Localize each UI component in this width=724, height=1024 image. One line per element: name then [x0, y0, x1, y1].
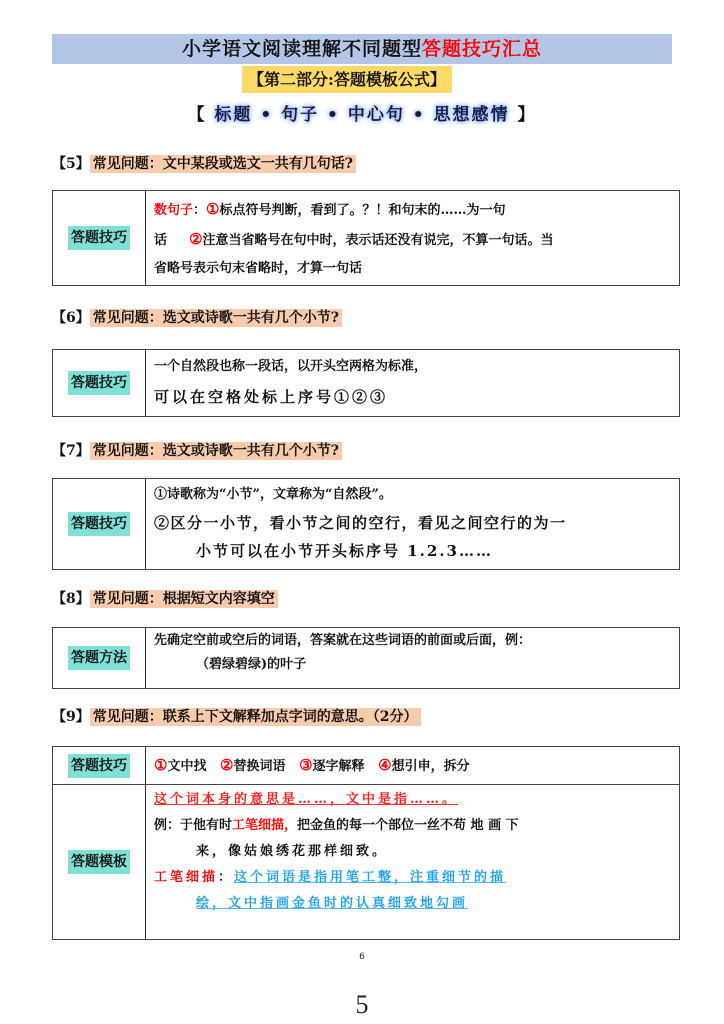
- term-red: 工笔细描: [154, 870, 219, 885]
- answer-table-9: [52, 746, 680, 940]
- bracket-open: 【: [187, 105, 207, 125]
- content-line: ①诗歌称为“小节”，文章称为“自然段”。: [154, 487, 392, 502]
- document-title: [52, 34, 672, 64]
- keywords-banner: [0, 100, 724, 130]
- colon: ：: [193, 203, 207, 218]
- question-7-heading: [52, 440, 342, 462]
- content-line: ②区分一小节，看小节之间的空行，看见之间空行的为一: [154, 514, 567, 532]
- answer-label: 答题技巧: [68, 371, 130, 395]
- page-number-small: 6: [359, 952, 365, 962]
- answer-label: 答题技巧: [68, 226, 130, 250]
- answer-box-7: [52, 478, 680, 570]
- definition-line: [154, 865, 671, 891]
- tip-text: 文中找: [167, 759, 207, 774]
- answer-box-8: [52, 627, 680, 689]
- label-cell: [53, 350, 146, 416]
- definition-text: 这个词语是指用笔工整，注重细节的描: [234, 870, 507, 885]
- circled-number: ①: [206, 200, 220, 218]
- answer-label: 答题技巧: [68, 512, 130, 536]
- label-cell: [53, 628, 146, 688]
- question-number: 【7】: [52, 443, 90, 459]
- answer-label: 答题技巧: [68, 754, 130, 778]
- page-number-large: 5: [355, 990, 369, 1019]
- answer-content: [146, 628, 679, 688]
- content-line: [154, 195, 671, 225]
- circled-number: ④: [378, 756, 392, 774]
- circled-number: ②: [220, 756, 234, 774]
- content-line: 先确定空前或空后的词语，答案就在这些词语的前面或后面，例：: [154, 633, 532, 648]
- keywords-text: 标题 • 句子 • 中心句 • 思想感情: [214, 105, 510, 125]
- answer-box-5: [52, 190, 680, 286]
- answer-content: [146, 191, 679, 285]
- content-text: 话: [154, 233, 181, 248]
- content-line: 一个自然段也称一段话，以开头空两格为标准，: [154, 359, 428, 374]
- question-text: 常见问题：联系上下文解释加点字词的意思。（2分）: [90, 708, 421, 726]
- example-line: 来，像姑娘绣花那样细致。: [196, 844, 389, 859]
- content-line: 小节可以在小节开头标序号 1.2.3……: [196, 542, 493, 560]
- question-8-heading: [52, 588, 278, 610]
- question-number: 【5】: [52, 156, 90, 172]
- tip-text: 逐字解释: [312, 759, 365, 774]
- section-subtitle: 【第二部分:答题模板公式】: [242, 66, 452, 93]
- tip-text: 想引申，拆分: [391, 759, 470, 774]
- question-5-heading: [52, 153, 356, 175]
- label-cell: [53, 747, 146, 784]
- question-number: 【8】: [52, 591, 90, 607]
- tips-content: [146, 747, 679, 784]
- template-sentence: 这个词本身的意思是……，文中是指……。: [154, 792, 459, 807]
- label-cell: [53, 191, 146, 285]
- circled-number: ①: [154, 756, 168, 774]
- bracket-close: 】: [517, 105, 537, 125]
- answer-content: [146, 350, 679, 416]
- question-6-heading: [52, 307, 342, 329]
- tips-row: [53, 747, 679, 784]
- colon: ：: [218, 870, 235, 885]
- content-text: 注意当省略号在句中时，表示话还没有说完，不算一句话。当: [202, 233, 554, 248]
- answer-label: 答题模板: [68, 850, 130, 874]
- question-number: 【6】: [52, 310, 90, 326]
- answer-label: 答题方法: [68, 646, 130, 670]
- question-text: 常见问题：根据短文内容填空: [90, 590, 278, 608]
- answer-box-6: [52, 349, 680, 417]
- question-text: 常见问题：选文或诗歌一共有几个小节?: [90, 309, 342, 327]
- example-line: [154, 813, 671, 839]
- circled-number: ②: [189, 230, 203, 248]
- circled-number: ③: [299, 756, 313, 774]
- tip-text: 替换词语: [233, 759, 286, 774]
- content-text: 例：于他有时: [154, 818, 233, 833]
- content-line: （碧绿碧绿)的叶子: [196, 657, 307, 672]
- question-text: 常见问题：文中某段或选文一共有几句话?: [90, 155, 356, 173]
- definition-text: 绘，文中指画金鱼时的认真细致地勾画: [196, 896, 469, 911]
- question-9-heading: [52, 706, 421, 728]
- answer-content: [146, 479, 679, 569]
- template-content: [146, 785, 679, 939]
- content-line: [154, 225, 671, 255]
- question-text: 常见问题：选文或诗歌一共有几个小节?: [90, 442, 342, 460]
- template-row: [53, 784, 679, 939]
- question-number: 【9】: [52, 709, 90, 725]
- definition-line: [154, 891, 671, 917]
- title-red: 答题技巧汇总: [422, 38, 543, 60]
- content-line: 省略号表示句末省略时，才算一句话: [154, 261, 363, 276]
- content-line: 可以在空格处标上序号①②③: [154, 388, 389, 406]
- keyword-red: 数句子: [154, 203, 194, 218]
- title-black: 小学语文阅读理解不同题型: [181, 38, 422, 60]
- highlight-term: 工笔细描，: [232, 818, 298, 833]
- label-cell: [53, 785, 146, 939]
- content-text: 标点符号判断，看到了。？！和句末的……为一句: [219, 203, 506, 218]
- label-cell: [53, 479, 146, 569]
- content-text: 把金鱼的每一个部位一丝不苟 地 画 下: [297, 818, 519, 833]
